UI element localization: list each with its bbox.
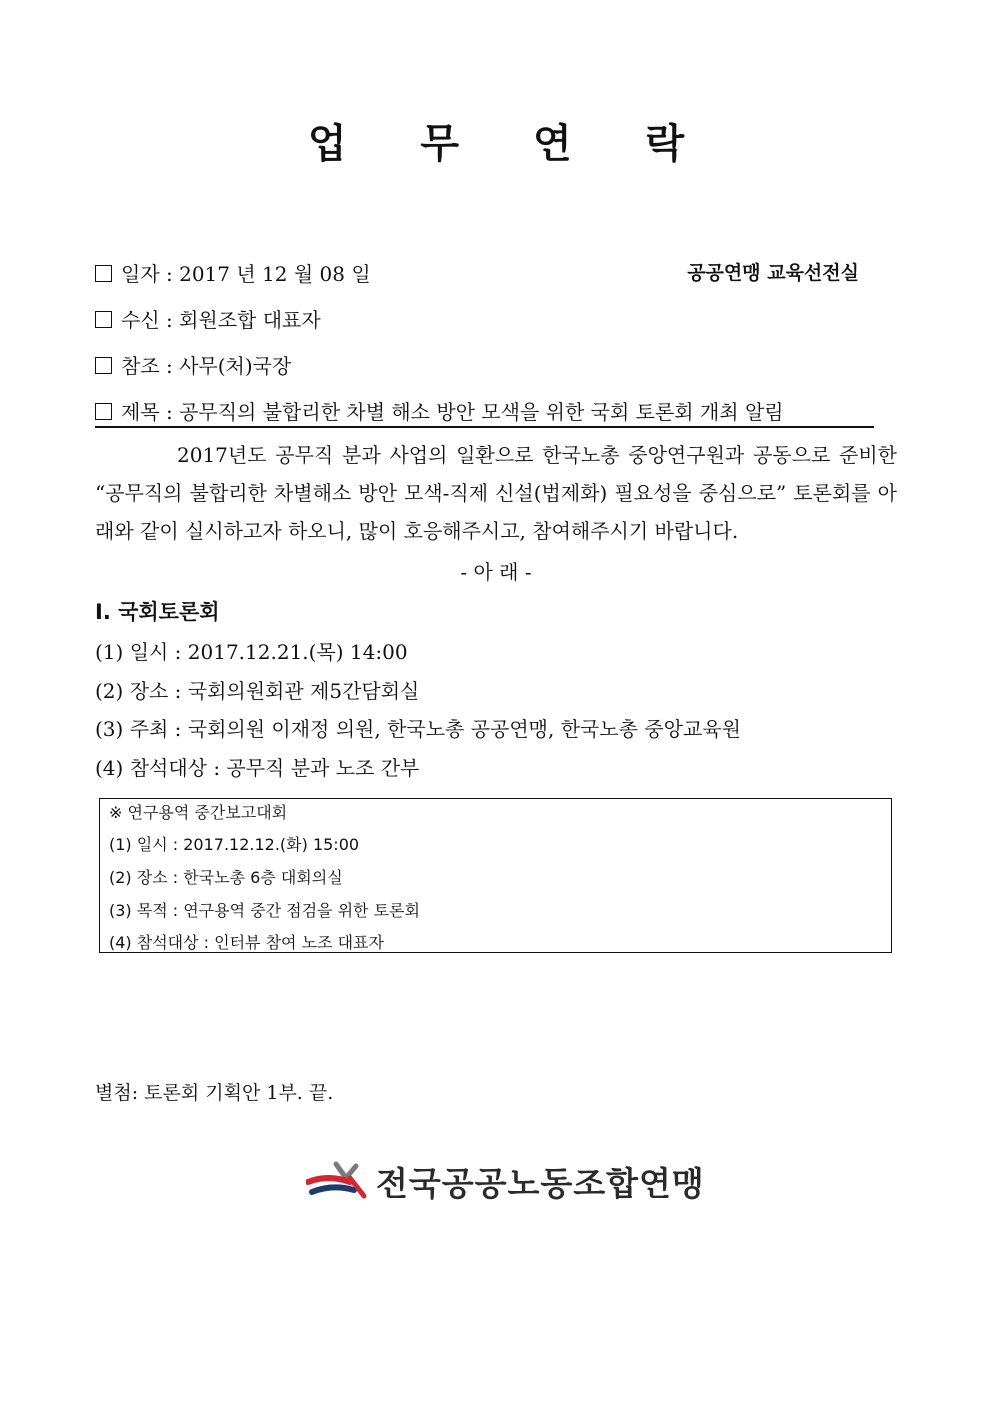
- subject-text: 제목 : 공무직의 불합리한 차별 해소 방안 모색을 위한 국회 토론회 개최 알림: [121, 400, 784, 424]
- recipient-text: 수신 : 회원조합 대표자: [121, 308, 321, 332]
- date-line: [95, 258, 371, 287]
- checkbox-square-icon: [95, 311, 112, 328]
- checkbox-square-icon: [95, 357, 112, 374]
- section-item-attendees: (4) 참석대상 : 공무직 분과 노조 간부: [95, 756, 420, 780]
- checkbox-square-icon: [95, 403, 112, 420]
- box-item-purpose: (3) 목적 : 연구용역 중간 점검을 위한 토론회: [109, 901, 420, 920]
- union-logo: [306, 1158, 705, 1204]
- section-item-host: (3) 주최 : 국회의원 이재정 의원, 한국노총 공공연맹, 한국노총 중앙교육원: [95, 717, 741, 741]
- header-divider: [95, 426, 874, 428]
- union-logo-text: 전국공공노동조합연맹: [376, 1164, 705, 1203]
- date-text: 일자 : 2017 년 12 월 08 일: [121, 262, 371, 286]
- section-heading: I. 국회토론회: [95, 600, 220, 624]
- union-logo-icon: [306, 1158, 370, 1204]
- section-item-date: (1) 일시 : 2017.12.21.(목) 14:00: [95, 640, 408, 664]
- checkbox-square-icon: [95, 265, 112, 282]
- box-title: ※ 연구용역 중간보고대회: [109, 803, 288, 822]
- sender-department: 공공연맹 교육선전실: [687, 262, 859, 284]
- recipient-line: [95, 304, 321, 333]
- below-heading: - 아 래 -: [460, 560, 532, 584]
- reference-line: [95, 350, 291, 379]
- box-item-date: (1) 일시 : 2017.12.12.(화) 15:00: [109, 835, 360, 854]
- interim-report-box: [99, 798, 892, 953]
- document-title: 업 무 연 락: [307, 120, 715, 167]
- body-paragraph: 2017년도 공무직 분과 사업의 일환으로 한국노총 중앙연구원과 공동으로 준비한 “공무직의 불합리한 차별해소 방안 모색-직제 신설(법제화) 필요성을 중심으로” 토론회를 아래와 같이 실시하고자 하오니, 많이 호응해주시고, 참여해주시기 바랍니다.: [95, 443, 897, 543]
- box-item-place: (2) 장소 : 한국노총 6층 대회의실: [109, 868, 343, 887]
- section-item-place: (2) 장소 : 국회의원회관 제5간담회실: [95, 679, 420, 703]
- attachment-note: 별첨: 토론회 기획안 1부. 끝.: [95, 1082, 334, 1104]
- reference-text: 참조 : 사무(처)국장: [121, 354, 292, 378]
- subject-line: [95, 396, 784, 425]
- box-item-attendees: (4) 참석대상 : 인터뷰 참여 노조 대표자: [109, 933, 384, 952]
